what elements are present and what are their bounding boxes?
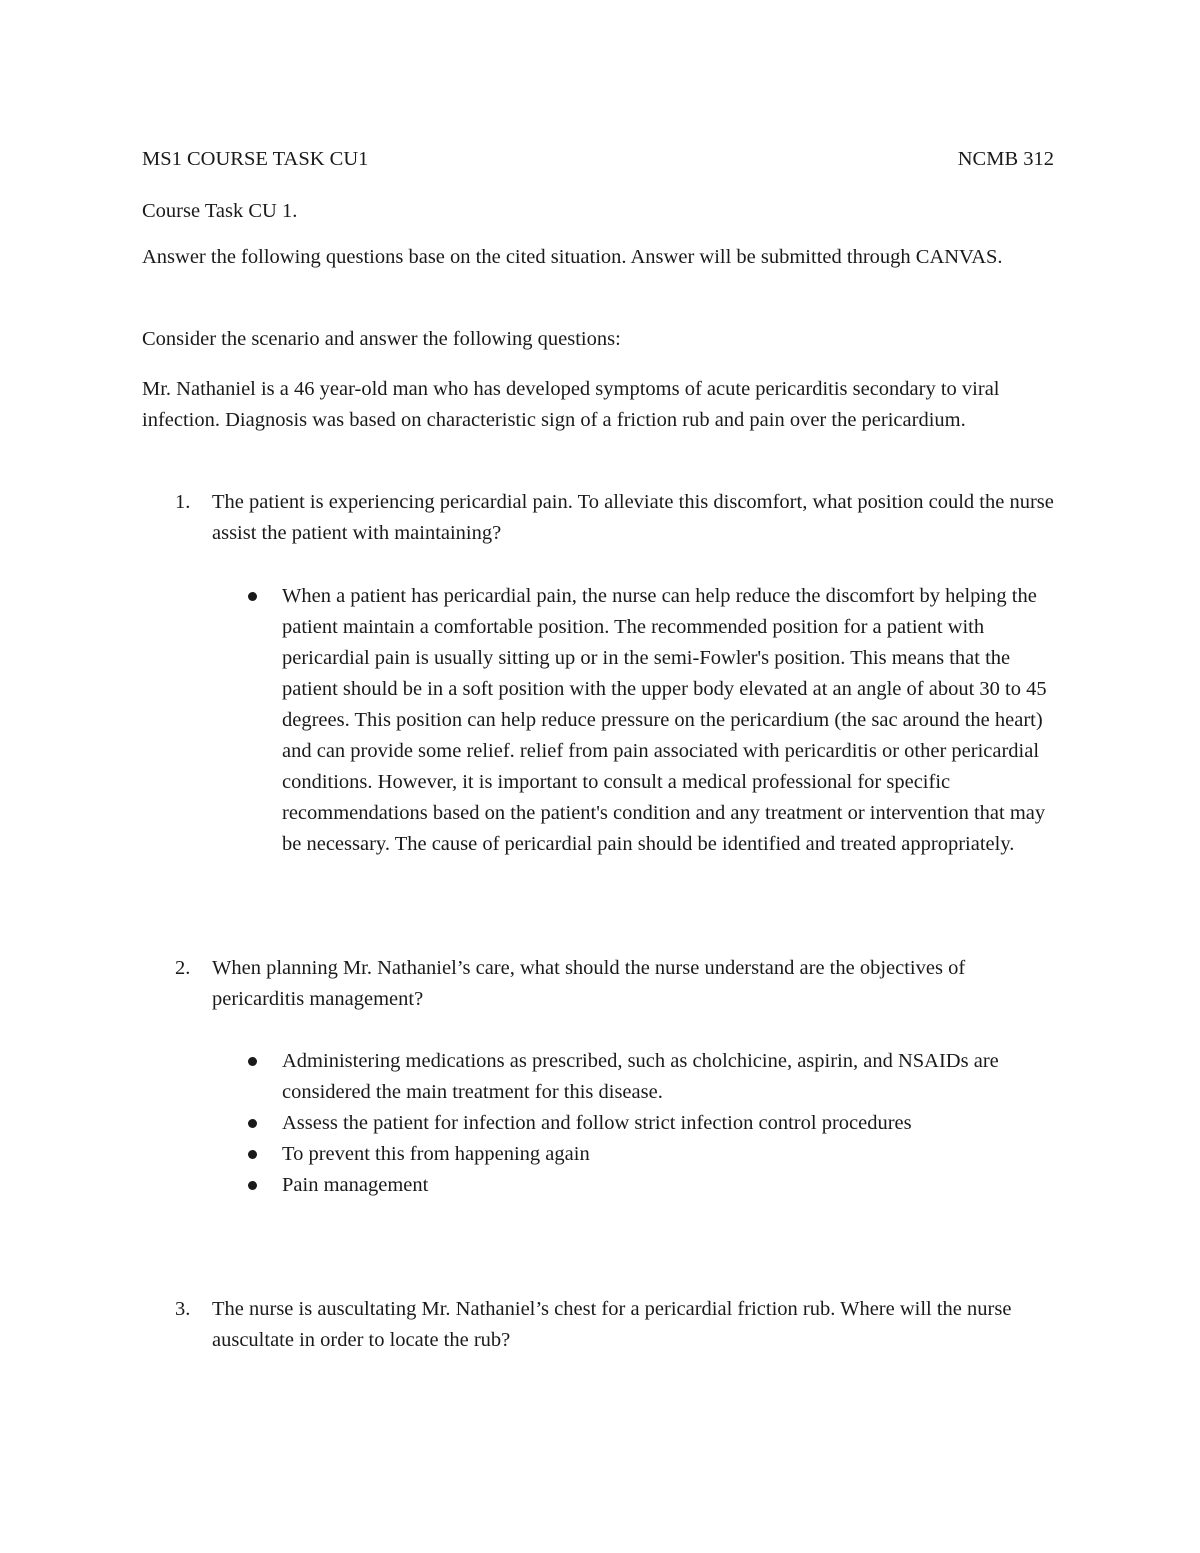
question-number: 1. — [175, 491, 191, 513]
answer-bullet — [246, 581, 1061, 860]
question-1-answers — [246, 581, 1061, 860]
question-number: 2. — [175, 957, 191, 979]
bullet-icon — [248, 1119, 257, 1128]
header-course-code: NCMB 312 — [957, 148, 1054, 170]
answer-text: When a patient has pericardial pain, the nurse can help reduce the discomfort by helping the patient maintain a comfortable position. The recommended position for a patient with pericardial pain is usually sitting up or in the semi-Fowler's position. This means that the patient should be in a soft position with the upper body elevated at an angle of about 30 to 45 degrees. This position can help reduce pressure on the pericardium (the sac around the heart) and can provide some relief. relief from pain associated with pericarditis or other pericardial conditions. However, it is important to consult a medical professional for specific recommendations based on the patient's condition and any treatment or intervention that may be necessary. The cause of pericardial pain should be identified and treated appropriately. — [282, 585, 1047, 855]
answer-bullet — [246, 1046, 1061, 1108]
answer-text: Pain management — [282, 1174, 429, 1196]
header-course-task: MS1 COURSE TASK CU1 — [142, 148, 369, 170]
bullet-icon — [248, 592, 257, 601]
consider-paragraph: Consider the scenario and answer the following questions: — [142, 328, 621, 350]
bullet-icon — [248, 1057, 257, 1066]
question-number: 3. — [175, 1298, 191, 1320]
question-text: The patient is experiencing pericardial pain. To alleviate this discomfort, what position could the nurse assist the patient with maintaining? — [212, 491, 1054, 544]
answer-text: Assess the patient for infection and follow strict infection control procedures — [282, 1112, 912, 1134]
question-2-answers — [246, 1046, 1061, 1201]
question-text: The nurse is auscultating Mr. Nathaniel’s chest for a pericardial friction rub. Where will the nurse auscultate in order to locate the rub? — [212, 1298, 1012, 1351]
answer-bullet — [246, 1139, 1061, 1170]
scenario-paragraph: Mr. Nathaniel is a 46 year-old man who has developed symptoms of acute pericarditis secondary to viral infection. Diagnosis was based on characteristic sign of a friction rub and pain over the pericardium. — [142, 378, 1000, 431]
answer-bullet — [246, 1170, 1061, 1201]
answer-text: To prevent this from happening again — [282, 1143, 590, 1165]
instructions-paragraph: Answer the following questions base on the cited situation. Answer will be submitted through CANVAS. — [142, 246, 1003, 268]
answer-text: Administering medications as prescribed, such as cholchicine, aspirin, and NSAIDs are considered the main treatment for this disease. — [282, 1050, 999, 1103]
answer-bullet — [246, 1108, 1061, 1139]
bullet-icon — [248, 1150, 257, 1159]
question-text: When planning Mr. Nathaniel’s care, what should the nurse understand are the objectives of pericarditis management? — [212, 957, 966, 1010]
bullet-icon — [248, 1181, 257, 1190]
document-title: Course Task CU 1. — [142, 200, 298, 222]
document-header — [142, 145, 1054, 173]
